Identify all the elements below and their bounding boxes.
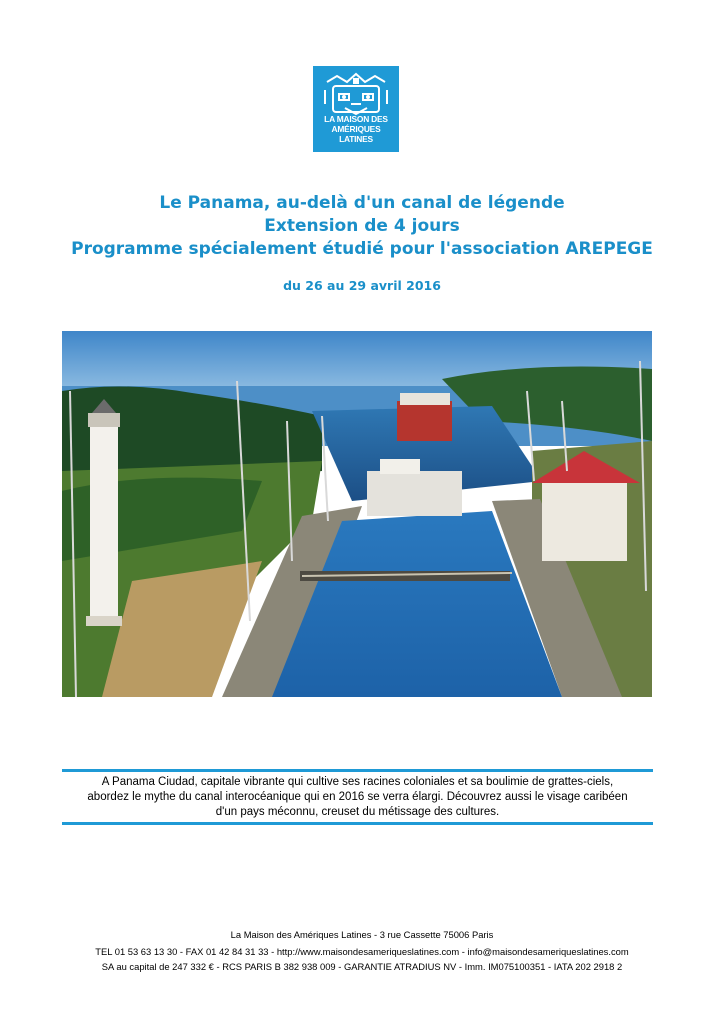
logo-line-1: LA MAISON DES <box>324 114 388 124</box>
intro-bottom-rule <box>62 822 653 825</box>
logo-wordmark <box>318 114 394 144</box>
footer-contact: TEL 01 53 63 13 30 - FAX 01 42 84 31 33 - http://www.maisondesameriqueslatines.com - info@maisondesameriqueslatines.com <box>95 946 629 957</box>
intro-paragraph <box>62 775 653 820</box>
trip-dates: du 26 au 29 avril 2016 <box>283 278 441 293</box>
intro-top-rule <box>62 769 653 772</box>
title-line-3: Programme spécialement étudié pour l'association AREPEGE <box>71 239 653 259</box>
panama-canal-locks-photo <box>62 331 652 697</box>
company-logo <box>313 66 399 152</box>
intro-line-1: A Panama Ciudad, capitale vibrante qui cultive ses racines coloniales et sa boulimie de grattes-ciels, <box>101 776 614 788</box>
document-title <box>0 192 724 261</box>
intro-line-3: d'un pays méconnu, creuset du métissage des cultures. <box>215 806 500 818</box>
footer-legal: SA au capital de 247 332 € - RCS PARIS B 382 938 009 - GARANTIE ATRADIUS NV - Imm. IM075100351 - IATA 202 2918 2 <box>101 961 623 972</box>
intro-line-2: abordez le mythe du canal interocéanique qui en 2016 se verra élargi. Découvrez aussi le visage caribéen <box>87 791 628 803</box>
title-line-1: Le Panama, au-delà d'un canal de légende <box>159 193 565 213</box>
title-line-2: Extension de 4 jours <box>264 216 460 236</box>
footer-address: La Maison des Amériques Latines - 3 rue Cassette 75006 Paris <box>230 929 494 940</box>
logo-line-2: AMÉRIQUES LATINES <box>331 124 381 144</box>
